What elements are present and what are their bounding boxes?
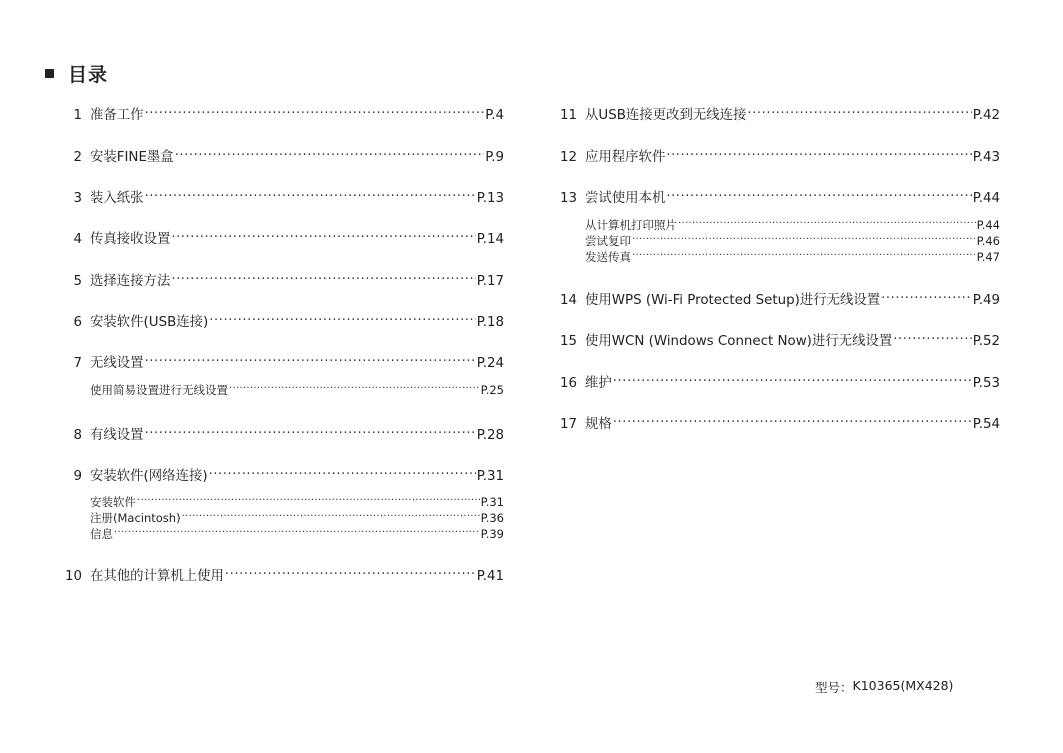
toc-entry-label: 使用WCN (Windows Connect Now)进行无线设置 bbox=[585, 334, 893, 349]
toc-entry[interactable] bbox=[60, 184, 504, 208]
dot-leader bbox=[613, 410, 972, 428]
toc-subentry-label: 发送传真 bbox=[585, 249, 631, 264]
toc-heading bbox=[45, 60, 108, 86]
toc-entry-page: P.9 bbox=[485, 150, 504, 165]
model-value: K10365(MX428) bbox=[852, 678, 954, 693]
dot-leader bbox=[632, 246, 976, 261]
toc-subentry-page: P.39 bbox=[480, 526, 504, 541]
dot-leader bbox=[881, 286, 972, 304]
toc-title: 目录 bbox=[68, 63, 109, 86]
toc-subentry-label: 安装软件 bbox=[90, 494, 136, 509]
toc-entry-page: P.18 bbox=[476, 315, 504, 330]
toc-entry[interactable] bbox=[60, 143, 504, 167]
toc-entry-label: 无线设置 bbox=[90, 356, 144, 371]
toc-entry-number: 13 bbox=[559, 191, 577, 206]
dot-leader bbox=[229, 379, 480, 394]
toc-entry[interactable] bbox=[555, 327, 1000, 351]
toc-entry[interactable] bbox=[60, 421, 504, 445]
toc-entry[interactable] bbox=[555, 410, 1000, 434]
toc-entry-page: P.43 bbox=[972, 150, 1000, 165]
dot-leader bbox=[171, 225, 475, 243]
toc-entry-label: 应用程序软件 bbox=[585, 150, 666, 165]
toc-entry[interactable] bbox=[555, 143, 1000, 167]
toc-entry-number: 10 bbox=[64, 569, 82, 584]
toc-subentry-page: P.31 bbox=[480, 494, 504, 509]
toc-subentry[interactable] bbox=[585, 246, 1000, 264]
dot-leader bbox=[171, 267, 475, 285]
dot-leader bbox=[175, 143, 485, 161]
toc-entry-label: 规格 bbox=[585, 417, 612, 432]
toc-entry-number: 5 bbox=[73, 274, 82, 289]
toc-subentry-label: 注册(Macintosh) bbox=[90, 510, 181, 525]
dot-leader bbox=[145, 184, 476, 202]
toc-entry-number: 6 bbox=[73, 315, 82, 330]
dot-leader bbox=[209, 462, 476, 480]
toc-entry-number: 14 bbox=[559, 293, 577, 308]
dot-leader bbox=[225, 562, 476, 580]
toc-entry-label: 使用WPS (Wi-Fi Protected Setup)进行无线设置 bbox=[585, 293, 881, 308]
dot-leader bbox=[613, 369, 972, 387]
dot-leader bbox=[145, 421, 476, 439]
dot-leader bbox=[209, 308, 475, 326]
toc-entry-number: 16 bbox=[559, 376, 577, 391]
toc-subentry-page: P.46 bbox=[976, 233, 1000, 248]
dot-leader bbox=[114, 523, 480, 538]
toc-subentry[interactable] bbox=[90, 379, 504, 397]
dot-leader bbox=[678, 214, 976, 229]
toc-entry-label: 安装软件(网络连接) bbox=[90, 469, 208, 484]
toc-entry-page: P.42 bbox=[972, 108, 1000, 123]
toc-entry-number: 9 bbox=[73, 469, 82, 484]
square-bullet-icon bbox=[45, 69, 54, 78]
toc-entry-page: P.31 bbox=[476, 469, 504, 484]
toc-entry-label: 安装FINE墨盒 bbox=[90, 150, 174, 165]
toc-entry-number: 2 bbox=[73, 150, 82, 165]
toc-entry-label: 安装软件(USB连接) bbox=[90, 315, 209, 330]
dot-leader bbox=[137, 491, 480, 506]
toc-entry-page: P.4 bbox=[485, 108, 504, 123]
toc-entry[interactable] bbox=[555, 286, 1000, 310]
toc-entry-number: 15 bbox=[559, 334, 577, 349]
dot-leader bbox=[145, 349, 476, 367]
toc-entry-number: 17 bbox=[559, 417, 577, 432]
toc-entry-page: P.41 bbox=[476, 569, 504, 584]
toc-entry-page: P.17 bbox=[476, 274, 504, 289]
toc-entry-page: P.53 bbox=[972, 376, 1000, 391]
toc-entry[interactable] bbox=[60, 462, 504, 486]
toc-entry-page: P.14 bbox=[476, 232, 504, 247]
toc-entry[interactable] bbox=[60, 225, 504, 249]
dot-leader bbox=[666, 143, 971, 161]
toc-entry-page: P.54 bbox=[972, 417, 1000, 432]
dot-leader bbox=[145, 101, 485, 119]
dot-leader bbox=[666, 184, 971, 202]
toc-subentry-label: 使用简易设置进行无线设置 bbox=[90, 382, 228, 397]
toc-entry-number: 1 bbox=[73, 108, 82, 123]
toc-entry-page: P.28 bbox=[476, 428, 504, 443]
toc-entry-page: P.24 bbox=[476, 356, 504, 371]
toc-entry[interactable] bbox=[60, 101, 504, 125]
toc-entry-number: 4 bbox=[73, 232, 82, 247]
toc-subentry-label: 尝试复印 bbox=[585, 233, 631, 248]
toc-subentry-page: P.25 bbox=[480, 382, 504, 397]
toc-entry-page: P.49 bbox=[972, 293, 1000, 308]
toc-entry[interactable] bbox=[60, 349, 504, 373]
toc-entry-page: P.44 bbox=[972, 191, 1000, 206]
toc-entry-label: 准备工作 bbox=[90, 108, 144, 123]
toc-entry[interactable] bbox=[555, 369, 1000, 393]
toc-subentry-page: P.44 bbox=[976, 217, 1000, 232]
toc-entry-label: 尝试使用本机 bbox=[585, 191, 666, 206]
toc-entry[interactable] bbox=[60, 308, 504, 332]
toc-entry[interactable] bbox=[555, 184, 1000, 208]
toc-entry-number: 8 bbox=[73, 428, 82, 443]
toc-entry-label: 在其他的计算机上使用 bbox=[90, 569, 224, 584]
toc-entry-page: P.52 bbox=[972, 334, 1000, 349]
toc-entry-number: 3 bbox=[73, 191, 82, 206]
toc-subentry-label: 信息 bbox=[90, 526, 113, 541]
toc-entry-label: 装入纸张 bbox=[90, 191, 144, 206]
toc-entry-number: 12 bbox=[559, 150, 577, 165]
toc-entry-number: 7 bbox=[73, 356, 82, 371]
dot-leader bbox=[893, 327, 971, 345]
toc-entry-label: 选择连接方法 bbox=[90, 274, 171, 289]
model-number bbox=[815, 678, 953, 696]
toc-entry-number: 11 bbox=[559, 108, 577, 123]
toc-entry[interactable] bbox=[555, 101, 1000, 125]
toc-entry-label: 有线设置 bbox=[90, 428, 144, 443]
toc-entry[interactable] bbox=[60, 267, 504, 291]
dot-leader bbox=[182, 507, 480, 522]
toc-entry-label: 传真接收设置 bbox=[90, 232, 171, 247]
toc-subentry-page: P.36 bbox=[480, 510, 504, 525]
toc-subentry-label: 从计算机打印照片 bbox=[585, 217, 677, 232]
toc-entry[interactable] bbox=[60, 562, 504, 586]
toc-entry-label: 从USB连接更改到无线连接 bbox=[585, 108, 747, 123]
model-label: 型号： bbox=[815, 680, 853, 695]
dot-leader bbox=[632, 230, 976, 245]
toc-subentry[interactable] bbox=[90, 523, 504, 541]
dot-leader bbox=[747, 101, 971, 119]
toc-entry-label: 维护 bbox=[585, 376, 612, 391]
toc-subentry-page: P.47 bbox=[976, 249, 1000, 264]
toc-entry-page: P.13 bbox=[476, 191, 504, 206]
